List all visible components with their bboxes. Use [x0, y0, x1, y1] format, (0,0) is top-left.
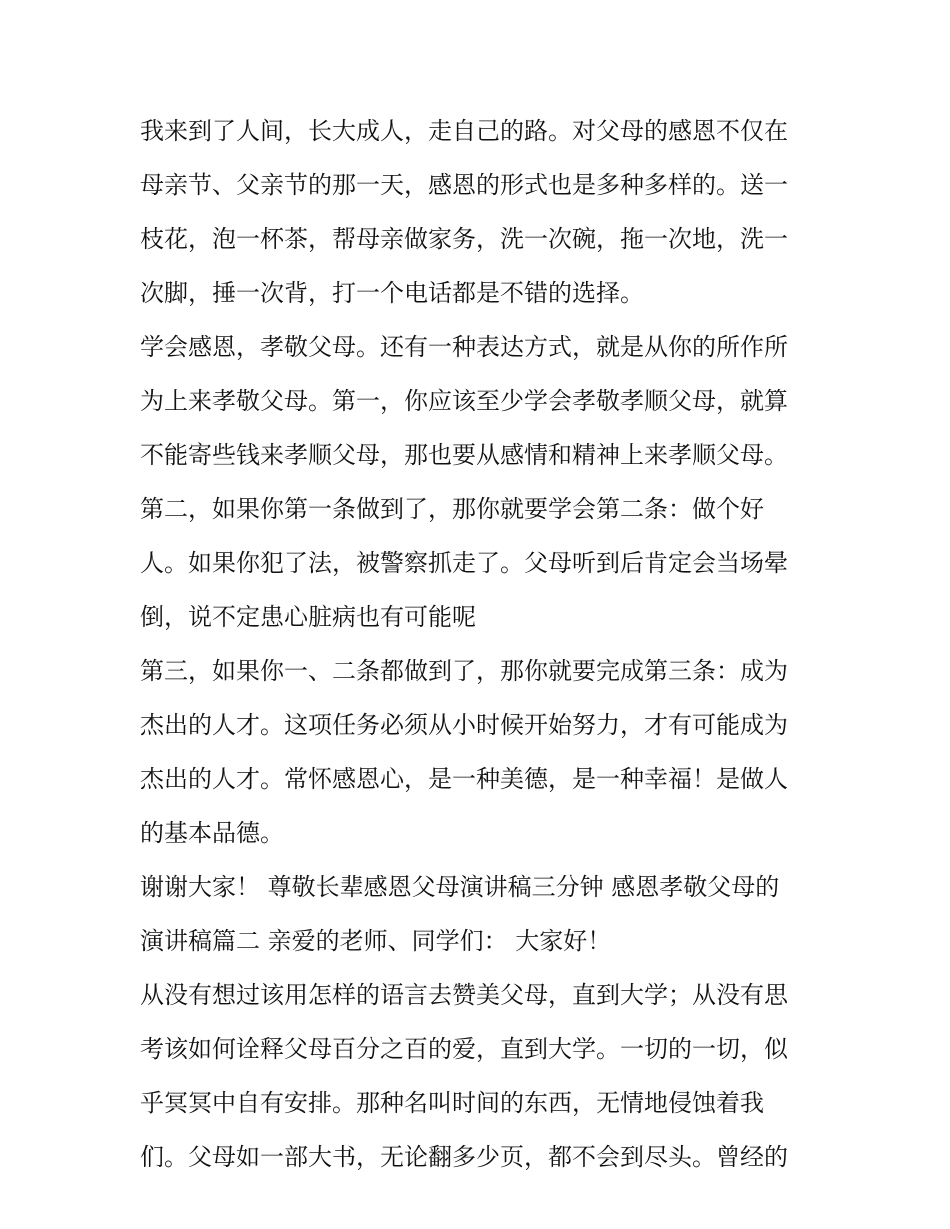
document-body [140, 104, 820, 1184]
text-line: 枝花，泡一杯茶，帮母亲做家务，洗一次碗，拖一次地，洗一 [140, 225, 788, 253]
text-line: 们。父母如一部大书，无论翻多少页，都不会到尽头。曾经的 [140, 1143, 788, 1171]
text-line: 为上来孝敬父母。第一，你应该至少学会孝敬孝顺父母，就算 [140, 387, 788, 415]
text-line: 次脚，捶一次背，打一个电话都是不错的选择。 [140, 279, 644, 307]
text-line: 从没有想过该用怎样的语言去赞美父母，直到大学；从没有思 [140, 981, 788, 1009]
text-line: 考该如何诠释父母百分之百的爱，直到大学。一切的一切，似 [140, 1035, 788, 1063]
text-line: 第二，如果你第一条做到了，那你就要学会第二条：做个好 [140, 495, 764, 523]
text-line: 人。如果你犯了法，被警察抓走了。父母听到后肯定会当场晕 [140, 549, 788, 577]
text-line: 演讲稿篇二 亲爱的老师、同学们： 大家好！ [140, 927, 612, 955]
text-line: 倒，说不定患心脏病也有可能呢 [140, 603, 476, 631]
text-line: 杰出的人才。常怀感恩心，是一种美德，是一种幸福！是做人 [140, 765, 788, 793]
text-line: 母亲节、父亲节的那一天，感恩的形式也是多种多样的。送一 [140, 171, 788, 199]
text-line: 不能寄些钱来孝顺父母，那也要从感情和精神上来孝顺父母。 [140, 441, 788, 469]
text-line: 我来到了人间，长大成人，走自己的路。对父母的感恩不仅在 [140, 117, 788, 145]
text-line: 学会感恩，孝敬父母。还有一种表达方式，就是从你的所作所 [140, 333, 788, 361]
text-line: 的基本品德。 [140, 819, 284, 847]
text-line: 杰出的人才。这项任务必须从小时候开始努力，才有可能成为 [140, 711, 788, 739]
text-line: 谢谢大家！ 尊敬长辈感恩父母演讲稿三分钟 感恩孝敬父母的 [140, 873, 780, 901]
text-line: 乎冥冥中自有安排。那种名叫时间的东西，无情地侵蚀着我 [140, 1089, 764, 1117]
text-line: 第三，如果你一、二条都做到了，那你就要完成第三条：成为 [140, 657, 788, 685]
